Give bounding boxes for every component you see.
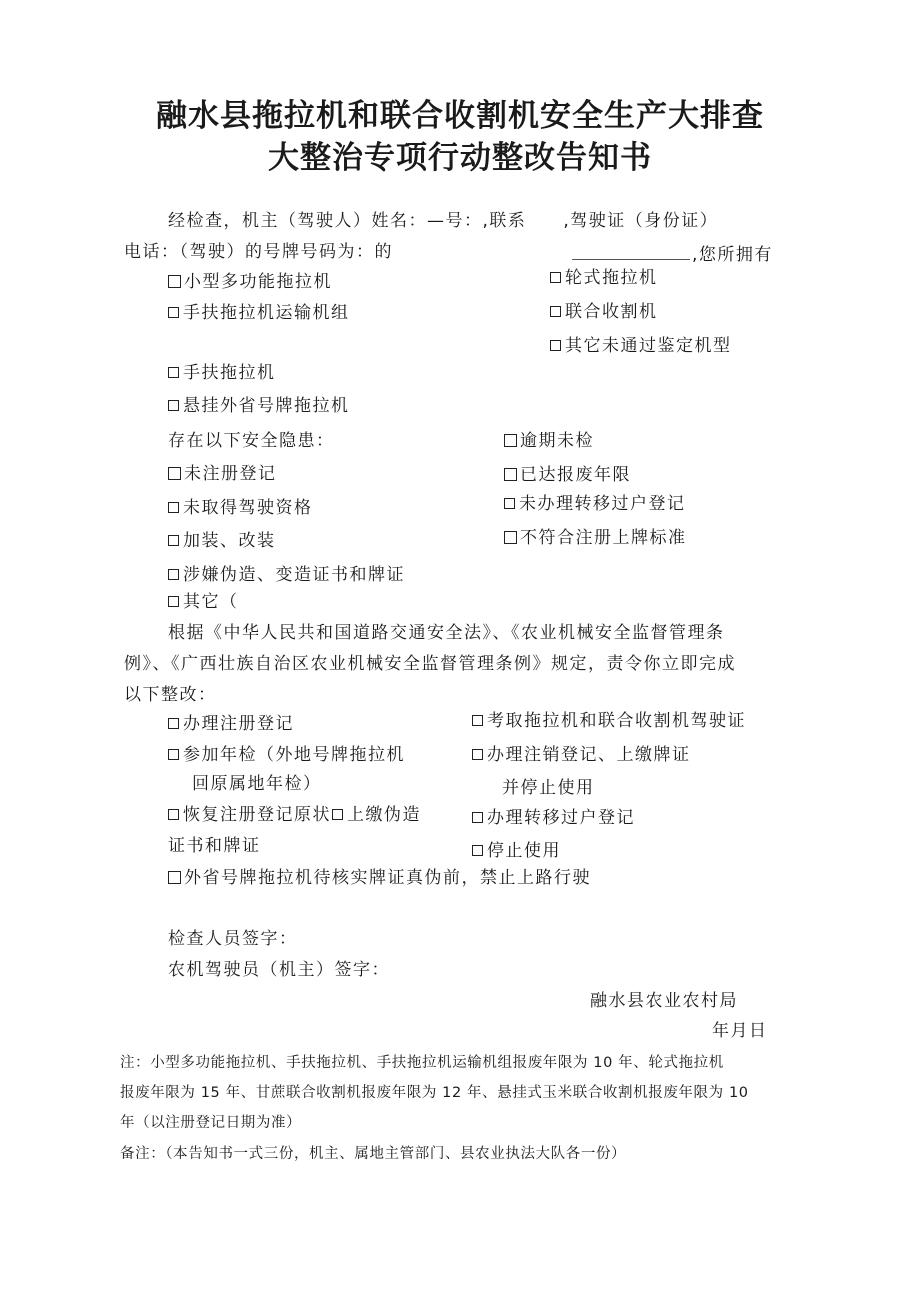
basis-line-3: 以下整改：: [124, 685, 217, 705]
checkbox-icon[interactable]: [550, 306, 561, 317]
rectify-restore[interactable]: 恢复注册登记原状 上缴伪造: [168, 804, 421, 826]
option-out-province-plate[interactable]: 悬挂外省号牌拖拉机: [168, 395, 350, 417]
checkbox-icon[interactable]: [168, 809, 179, 820]
hazards-heading: 存在以下安全隐患：: [168, 431, 335, 451]
checkbox-icon[interactable]: [504, 531, 517, 544]
intro-line-2: 电话：（驾驶）的号牌号码为：的: [124, 242, 393, 262]
checkbox-icon[interactable]: [550, 272, 561, 283]
hazard-scrap-age[interactable]: 已达报废年限: [504, 464, 631, 486]
checkbox-icon[interactable]: [168, 718, 179, 729]
hazard-other[interactable]: 其它（: [168, 591, 239, 613]
intro-line-2-tail-text: ,您所拥有: [692, 245, 773, 265]
hazard-no-license[interactable]: 未取得驾驶资格: [168, 497, 313, 519]
title-line-1: 融水县拖拉机和联合收割机安全生产大排查: [156, 98, 764, 134]
hazard-modified[interactable]: 加装、改装: [168, 530, 276, 552]
option-other-unapproved[interactable]: 其它未通过鉴定机型: [550, 335, 732, 357]
rectify-out-province-ban[interactable]: 外省号牌拖拉机待核实牌证真伪前，禁止上路行驶: [168, 867, 591, 889]
driver-signature-label: 农机驾驶员（机主）签字：: [168, 960, 390, 980]
option-hand-tractor-transport[interactable]: 手扶拖拉机运输机组: [168, 302, 350, 324]
option-small-multi-tractor[interactable]: 小型多功能拖拉机: [168, 271, 332, 293]
rectify-register[interactable]: 办理注册登记: [168, 713, 294, 735]
checkbox-icon[interactable]: [550, 340, 561, 351]
option-wheeled-tractor[interactable]: 轮式拖拉机: [550, 267, 658, 289]
checkbox-icon[interactable]: [168, 596, 179, 607]
intro-line-1: 经检查，机主（驾驶人）姓名：—号：,联系 ,驾驶证（身份证）: [168, 211, 719, 231]
checkbox-icon[interactable]: [168, 275, 181, 288]
basis-line-1: 根据《中华人民共和国道路交通安全法》、《农业机械安全监督管理条: [168, 623, 725, 643]
checkbox-icon[interactable]: [472, 715, 483, 726]
title-line-2: 大整治专项行动整改告知书: [268, 140, 652, 176]
note-line-2: 报废年限为 15 年、甘蔗联合收割机报废年限为 12 年、悬挂式玉米联合收割机报废年限为 10: [120, 1085, 749, 1101]
checkbox-icon[interactable]: [168, 307, 179, 318]
rectify-annual-check[interactable]: 参加年检（外地号牌拖拉机: [168, 744, 405, 766]
rectify-transfer[interactable]: 办理转移过户登记: [472, 807, 635, 829]
checkbox-icon[interactable]: [168, 535, 179, 546]
issue-date: 年月日: [712, 1021, 768, 1041]
hazard-overdue[interactable]: 逾期未检: [504, 430, 594, 452]
owner-blank-line[interactable]: [572, 245, 690, 260]
issuer-org: 融水县农业农村局: [590, 991, 738, 1011]
rectify-annual-check-cont: 回原属地年检）: [192, 774, 322, 794]
checkbox-icon[interactable]: [168, 400, 179, 411]
checkbox-icon[interactable]: [168, 502, 179, 513]
inspector-signature-label: 检查人员签字：: [168, 929, 298, 949]
option-hand-tractor[interactable]: 手扶拖拉机: [168, 362, 276, 384]
checkbox-icon[interactable]: [472, 812, 483, 823]
option-combine-harvester[interactable]: 联合收割机: [550, 301, 658, 323]
checkbox-icon[interactable]: [472, 749, 483, 760]
rectify-restore-cont: 证书和牌证: [168, 836, 261, 856]
checkbox-icon[interactable]: [168, 749, 179, 760]
note-line-3: 年（以注册登记日期为准）: [120, 1115, 302, 1131]
rectify-cancel-registration[interactable]: 办理注销登记、上缴牌证: [472, 744, 691, 766]
checkbox-icon[interactable]: [504, 468, 517, 481]
checkbox-icon[interactable]: [472, 845, 483, 856]
hazard-forged[interactable]: 涉嫌伪造、变造证书和牌证: [168, 564, 405, 586]
hazard-unregistered[interactable]: 未注册登记: [168, 463, 277, 485]
hazard-nonconform[interactable]: 不符合注册上牌标准: [504, 527, 687, 549]
checkbox-icon[interactable]: [168, 367, 179, 378]
checkbox-icon[interactable]: [168, 569, 179, 580]
checkbox-icon[interactable]: [332, 809, 343, 820]
rectify-get-license[interactable]: 考取拖拉机和联合收割机驾驶证: [472, 710, 746, 732]
remark: 备注：（本告知书一式三份，机主、属地主管部门、县农业执法大队各一份）: [120, 1146, 627, 1162]
checkbox-icon[interactable]: [504, 434, 517, 447]
checkbox-icon[interactable]: [168, 871, 181, 884]
rectify-stop-use[interactable]: 停止使用: [472, 840, 561, 862]
note-line-1: 注：小型多功能拖拉机、手扶拖拉机、手扶拖拉机运输机组报废年限为 10 年、轮式拖拉机: [120, 1055, 724, 1071]
rectify-cancel-cont: 并停止使用: [502, 778, 595, 798]
checkbox-icon[interactable]: [168, 467, 181, 480]
basis-line-2: 例》、《广西壮族自治区农业机械安全监督管理条例》规定，责令你立即完成: [124, 654, 736, 674]
intro-line-2-tail: [572, 244, 773, 266]
checkbox-icon[interactable]: [504, 498, 515, 509]
hazard-no-transfer[interactable]: 未办理转移过户登记: [504, 493, 686, 515]
